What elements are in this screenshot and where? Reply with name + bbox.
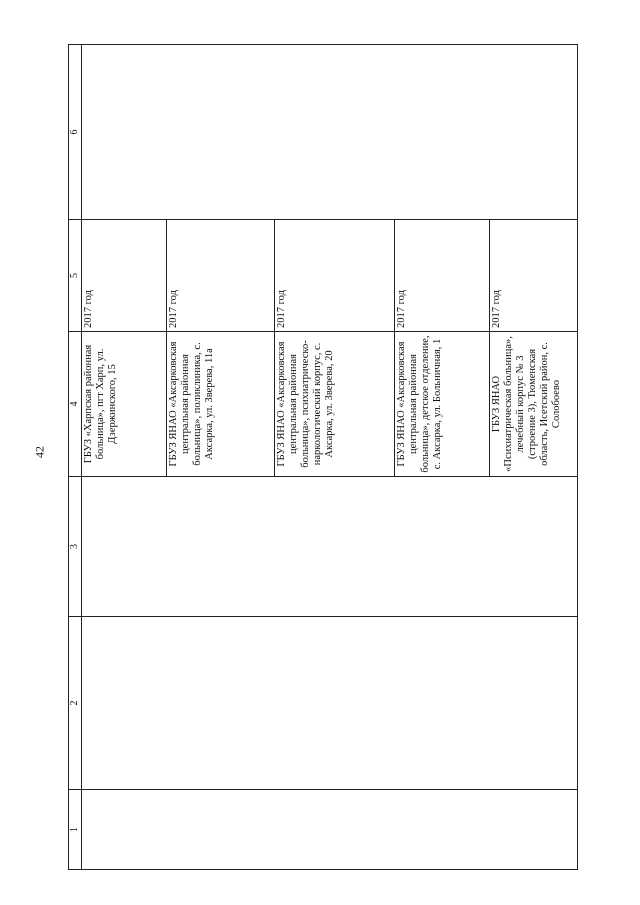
cell-col1 (81, 790, 577, 870)
year-cell: 2017 год (81, 220, 166, 332)
table-header-row (69, 45, 82, 870)
facility-cell: ГБУЗ ЯНАО «Аксарковская центральная районная больница», поликлиника, с. Аксарка, ул. Зверева, 11а (166, 332, 274, 477)
facility-cell: ГБУЗ ЯНАО «Аксарковская центральная районная больница», детское отделение, с. Аксарка, ул. Больничная, 1 (394, 332, 489, 477)
year-cell: 2017 год (489, 220, 577, 332)
cell-col6 (81, 45, 577, 220)
rotated-table-container (68, 45, 578, 870)
year-cell: 2017 год (274, 220, 394, 332)
year-cell: 2017 год (394, 220, 489, 332)
cell-col2 (81, 617, 577, 790)
year-cell: 2017 год (166, 220, 274, 332)
column-header-2: 2 (69, 617, 82, 790)
table-row (81, 45, 166, 870)
column-header-5: 5 (69, 220, 82, 332)
facility-cell: ГБУЗ ЯНАО «Психиатрическая больница», лечебный корпус № 3 (строение 3), Тюменская область, Исетский район, с. Солобоево (489, 332, 577, 477)
cell-col3 (81, 477, 577, 617)
column-header-6: 6 (69, 45, 82, 220)
facility-cell: ГБУЗ ЯНАО «Аксарковская центральная районная больница», психиатрическо-наркологический корпус, с. Аксарка, ул. Зверева, 20 (274, 332, 394, 477)
data-table (68, 44, 578, 870)
facility-cell: ГБУЗ «Харпская районная больница», пгт Харп, ул. Дзержинского, 15 (81, 332, 166, 477)
column-header-3: 3 (69, 477, 82, 617)
page-number: 42 (32, 446, 47, 458)
column-header-1: 1 (69, 790, 82, 870)
column-header-4: 4 (69, 332, 82, 477)
